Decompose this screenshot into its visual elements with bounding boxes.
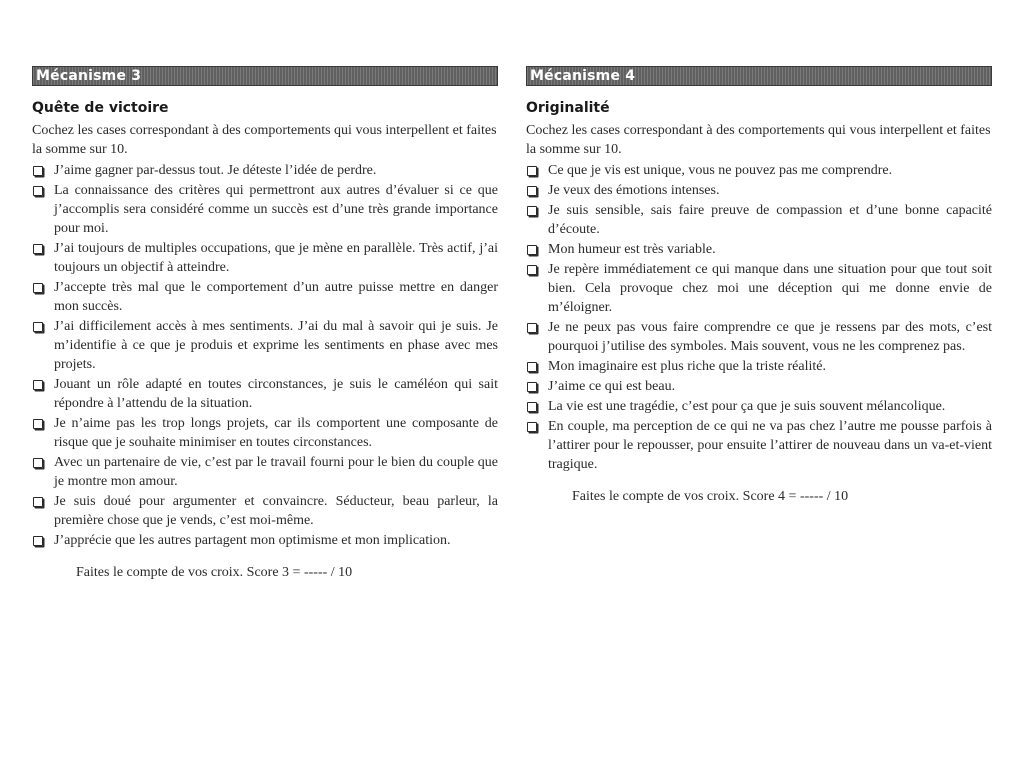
instructions-text: Cochez les cases correspondant à des comportements qui vous interpellent et faites la somme sur 10. xyxy=(32,123,497,157)
checklist-item xyxy=(32,492,498,530)
checkbox-icon[interactable] xyxy=(33,419,43,429)
checkbox-icon[interactable] xyxy=(527,265,537,275)
checkbox-icon[interactable] xyxy=(527,422,537,432)
checklist-item-text: J’ai difficilement accès à mes sentiments. J’ai du mal à savoir qui je suis. Je m’identifie à ce que je produis et exprime les sentiments en phase avec mes projets. xyxy=(54,319,498,372)
checkbox-icon[interactable] xyxy=(33,380,43,390)
checklist xyxy=(32,161,498,550)
checklist-item xyxy=(526,417,992,474)
checklist-item-text: J’ai toujours de multiples occupations, que je mène en parallèle. Très actif, j’ai toujours un objectif à atteindre. xyxy=(54,241,498,275)
checkbox-icon[interactable] xyxy=(527,402,537,412)
checklist-item xyxy=(526,201,992,239)
checklist-item-text: Avec un partenaire de vie, c’est par le travail fourni pour le bien du couple que je montre mon amour. xyxy=(54,455,498,489)
checkbox-icon[interactable] xyxy=(527,382,537,392)
checkbox-icon[interactable] xyxy=(527,245,537,255)
checklist-item-text: Mon humeur est très variable. xyxy=(548,242,716,257)
score-line: Faites le compte de vos croix. Score 3 = ----- / 10 xyxy=(76,565,353,580)
checklist-item xyxy=(526,161,992,180)
section-header-bar: Mécanisme 4 xyxy=(526,66,992,86)
checklist-item xyxy=(526,377,992,396)
checklist-item-text: J’aime gagner par-dessus tout. Je déteste l’idée de perdre. xyxy=(54,163,377,178)
checklist-item xyxy=(32,414,498,452)
checklist-item xyxy=(526,240,992,259)
checklist-item xyxy=(32,161,498,180)
checkbox-icon[interactable] xyxy=(33,497,43,507)
checklist-item-text: J’aime ce qui est beau. xyxy=(548,379,676,394)
checklist-item-text: La connaissance des critères qui permettront aux autres d’évaluer si ce que j’accomplis sera considéré comme un succès est d’une très grande importance pour moi. xyxy=(54,183,498,236)
checklist xyxy=(526,161,992,474)
checkbox-icon[interactable] xyxy=(527,323,537,333)
checklist-item-text: Je veux des émotions intenses. xyxy=(548,183,720,198)
checkbox-icon[interactable] xyxy=(33,458,43,468)
checklist-item xyxy=(32,453,498,491)
checklist-item-text: En couple, ma perception de ce qui ne va pas chez l’autre me pousse parfois à l’attirer pour le repousser, pour ensuite l’attirer de nouveau dans un va-et-vient tragique. xyxy=(548,419,992,472)
checklist-item-text: Je ne peux pas vous faire comprendre ce que je ressens par des mots, c’est pourquoi j’utilise des symboles. Mais souvent, vous ne les comprenez pas. xyxy=(548,320,992,354)
checklist-item-text: Je repère immédiatement ce qui manque dans une situation pour que tout soit bien. Cela provoque chez moi une déception qui me donne envie de m’éloigner. xyxy=(548,262,992,315)
checklist-item-text: J’accepte très mal que le comportement d’un autre puisse mettre en danger mon succès. xyxy=(54,280,498,314)
checklist-item xyxy=(526,318,992,356)
checkbox-icon[interactable] xyxy=(33,186,43,196)
mecanisme-4-section xyxy=(526,66,992,506)
checklist-item xyxy=(32,239,498,277)
checklist-item xyxy=(32,531,498,550)
checkbox-icon[interactable] xyxy=(33,244,43,254)
instructions-text: Cochez les cases correspondant à des comportements qui vous interpellent et faites la somme sur 10. xyxy=(526,123,991,157)
checklist-item-text: Ce que je vis est unique, vous ne pouvez pas me comprendre. xyxy=(548,163,893,178)
checkbox-icon[interactable] xyxy=(527,186,537,196)
checkbox-icon[interactable] xyxy=(527,206,537,216)
checklist-item xyxy=(32,317,498,374)
checklist-item xyxy=(526,260,992,317)
section-title: Quête de victoire xyxy=(32,100,169,116)
checklist-item-text: Je suis sensible, sais faire preuve de compassion et d’une bonne capacité d’écoute. xyxy=(548,203,992,237)
section-title: Originalité xyxy=(526,100,610,116)
checklist-item xyxy=(32,181,498,238)
score-line: Faites le compte de vos croix. Score 4 = ----- / 10 xyxy=(572,489,849,504)
checklist-item xyxy=(32,375,498,413)
checklist-item-text: Mon imaginaire est plus riche que la triste réalité. xyxy=(548,359,826,374)
checklist-item xyxy=(526,397,992,416)
checkbox-icon[interactable] xyxy=(527,362,537,372)
checklist-item-text: Je n’aime pas les trop longs projets, car ils comportent une composante de risque que je souhaite minimiser en toutes circonstances. xyxy=(54,416,498,450)
checklist-item-text: J’apprécie que les autres partagent mon optimisme et mon implication. xyxy=(54,533,451,548)
checklist-item-text: Je suis doué pour argumenter et convaincre. Séducteur, beau parleur, la première chose que je vends, c’est moi-même. xyxy=(54,494,498,528)
checkbox-icon[interactable] xyxy=(527,166,537,176)
mecanisme-3-section xyxy=(32,66,498,582)
section-header-bar: Mécanisme 3 xyxy=(32,66,498,86)
checkbox-icon[interactable] xyxy=(33,283,43,293)
checkbox-icon[interactable] xyxy=(33,536,43,546)
checkbox-icon[interactable] xyxy=(33,166,43,176)
checklist-item-text: La vie est une tragédie, c’est pour ça que je suis souvent mélancolique. xyxy=(548,399,946,414)
checklist-item-text: Jouant un rôle adapté en toutes circonstances, je suis le caméléon qui sait répondre à l’attendu de la situation. xyxy=(54,377,498,411)
checkbox-icon[interactable] xyxy=(33,322,43,332)
checklist-item xyxy=(526,181,992,200)
checklist-item xyxy=(32,278,498,316)
checklist-item xyxy=(526,357,992,376)
